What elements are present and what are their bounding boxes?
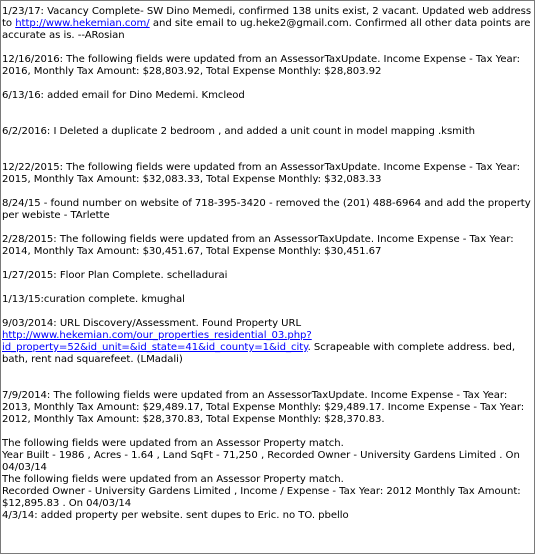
note-text: . Scrapeable with complete address. bed, bath, rent nad squarefeet. (LMadali) <box>2 342 516 365</box>
note-entry: 4/3/14: added property per website. sent dupes to Eric. no TO. pbello <box>2 510 349 521</box>
note-entry: The following fields were updated from an Assessor Property match. <box>2 438 344 449</box>
note-entry: Year Built - 1986 , Acres - 1.64 , Land SqFt - 71,250 , Recorded Owner - University Gardens Limited . On 04/03/14 <box>2 450 520 473</box>
note-text: and site email to ug.heke2@gmail.com. Confirmed all other data points are accurate as is. --ARosian <box>2 18 531 41</box>
blank-line <box>2 258 534 270</box>
blank-line <box>2 78 534 90</box>
note-entry: Recorded Owner - University Gardens Limited , Income / Expense - Tax Year: 2012 Monthly Tax Amount: $12,895.83 . On 04/03/14 <box>2 486 521 509</box>
note-entry <box>2 318 534 366</box>
blank-line <box>2 138 534 162</box>
blank-line <box>2 282 534 294</box>
note-entry: 12/16/2016: The following fields were updated from an AssessorTaxUpdate. Income Expense - Tax Year: 2016, Monthly Tax Amount: $28,803.92, Total Expense Monthly: $28,803.92 <box>2 54 520 77</box>
note-entry <box>2 6 534 42</box>
blank-line <box>2 42 534 54</box>
note-entry: 6/13/16: added email for Dino Medemi. Kmcleod <box>2 90 245 101</box>
note-text: 1/23/17: Vacancy Complete- SW Dino Memedi, confirmed 138 units exist, 2 vacant. Updated web address to <box>2 6 532 29</box>
note-entry: The following fields were updated from an Assessor Property match. <box>2 474 344 485</box>
blank-line <box>2 426 534 438</box>
note-entry: 6/2/2016: I Deleted a duplicate 2 bedroom , and added a unit count in model mapping .ksmith <box>2 126 475 137</box>
blank-line <box>2 366 534 390</box>
blank-line <box>2 306 534 318</box>
note-entry: 8/24/15 - found number on website of 718-395-3420 - removed the (201) 488-6964 and add the property per webiste - TArlette <box>2 198 531 221</box>
note-entry: 1/27/2015: Floor Plan Complete. schelladurai <box>2 270 228 281</box>
note-entry: 1/13/15:curation complete. kmughal <box>2 294 185 305</box>
blank-line <box>2 102 534 126</box>
notes-content <box>1 1 534 522</box>
website-link[interactable]: http://www.hekemian.com/ <box>15 18 150 29</box>
note-entry: 2/28/2015: The following fields were updated from an AssessorTaxUpdate. Income Expense - Tax Year: 2014, Monthly Tax Amount: $30,451.67, Total Expense Monthly: $30,451.67 <box>2 234 514 257</box>
property-url-link[interactable]: http://www.hekemian.com/our_properties_residential_03.php?id_property=52&id_unit=&id_state=41&id_county=1&id_city <box>2 330 312 353</box>
note-entry: 7/9/2014: The following fields were updated from an AssessorTaxUpdate. Income Expense - Tax Year: 2013, Monthly Tax Amount: $29,489.17, Total Expense Monthly: $29,489.17. Income Expense - Tax Year: 2012, Monthly Tax Amount: $28,370.83, Total Expense Monthly: $28,370.83. <box>2 390 525 425</box>
blank-line <box>2 222 534 234</box>
blank-line <box>2 186 534 198</box>
note-text: 9/03/2014: URL Discovery/Assessment. Found Property URL <box>2 318 302 329</box>
note-entry: 12/22/2015: The following fields were updated from an AssessorTaxUpdate. Income Expense - Tax Year: 2015, Monthly Tax Amount: $32,083.33, Total Expense Monthly: $32,083.33 <box>2 162 520 185</box>
